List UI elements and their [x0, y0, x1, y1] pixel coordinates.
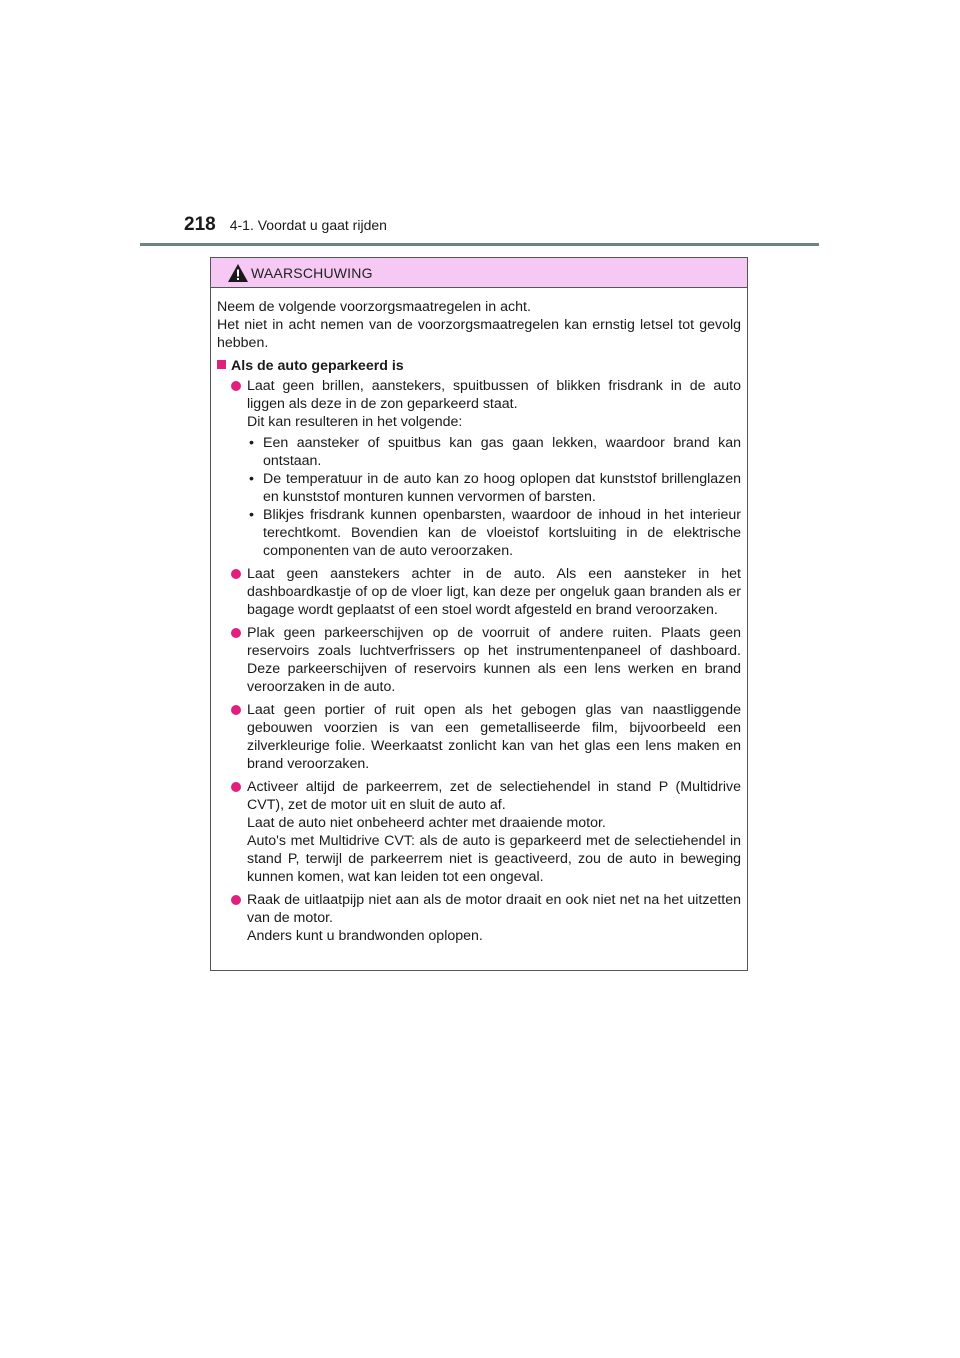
sub-list-item — [249, 434, 741, 470]
header-divider — [140, 243, 819, 246]
list-item — [217, 377, 741, 560]
sub-item-text: Een aansteker of spuitbus kan gas gaan lekken, waardoor brand kan ontstaan. — [263, 435, 741, 469]
list-item — [217, 624, 741, 696]
warning-body — [211, 288, 747, 945]
sub-item-text: De temperatuur in de auto kan zo hoog oplopen dat kunststof brillenglazen en kunststof monturen kunnen vervormen of barsten. — [263, 471, 741, 505]
page-header — [184, 214, 387, 244]
sub-item-text: Blikjes frisdrank kunnen openbarsten, waardoor de inhoud in het interieur terechtkomt. Bovendien kan de vloeistof kortsluiting in de elektrische componenten van de auto veroorzaken. — [263, 507, 741, 559]
bullet-dot-icon — [231, 628, 241, 638]
small-bullet-icon: • — [249, 507, 254, 523]
item-extra-2: Auto's met Multidrive CVT: als de auto is geparkeerd met de selectiehendel in stand P, terwijl de parkeerrem niet is geactiveerd, zou de auto in beweging kunnen komen, wat kan leiden tot een ongeval. — [247, 833, 741, 885]
warning-box — [210, 257, 748, 971]
item-text: Laat geen portier of ruit open als het gebogen glas van naastliggende gebouwen voorzien is van een gemetalliseerde film, bijvoorbeeld een zilverkleurige folie. Weerkaatst zonlicht kan van het glas een lens maken en brand veroorzaken. — [247, 702, 741, 772]
page-number: 218 — [184, 214, 216, 235]
intro-line-2: Het niet in acht nemen van de voorzorgsmaatregelen kan ernstig letsel tot gevolg hebben. — [217, 317, 741, 351]
bullet-dot-icon — [231, 381, 241, 391]
sub-list — [247, 434, 741, 560]
sub-list-item — [249, 470, 741, 506]
bullet-dot-icon — [231, 895, 241, 905]
small-bullet-icon: • — [249, 435, 254, 451]
warning-triangle-icon — [227, 263, 249, 283]
item-text: Laat geen brillen, aanstekers, spuitbussen of blikken frisdrank in de auto liggen als deze in de zon geparkeerd staat. — [247, 378, 741, 412]
warning-header — [211, 258, 747, 288]
bullet-dot-icon — [231, 569, 241, 579]
list-item — [217, 701, 741, 773]
square-bullet-icon — [217, 360, 226, 369]
bullet-dot-icon — [231, 782, 241, 792]
warning-label: WAARSCHUWING — [251, 264, 373, 281]
subheading — [217, 357, 741, 375]
sub-list-item — [249, 506, 741, 560]
item-text: Raak de uitlaatpijp niet aan als de motor draait en ook niet net na het uitzetten van de motor. — [247, 892, 741, 926]
item-extra: Laat de auto niet onbeheerd achter met draaiende motor. — [247, 815, 606, 831]
list-item — [217, 565, 741, 619]
section-title: 4-1. Voordat u gaat rijden — [229, 217, 387, 233]
bullet-dot-icon — [231, 705, 241, 715]
item-extra: Anders kunt u brandwonden oplopen. — [247, 928, 483, 944]
item-extra: Dit kan resulteren in het volgende: — [247, 414, 463, 430]
small-bullet-icon: • — [249, 471, 254, 487]
subheading-text: Als de auto geparkeerd is — [231, 358, 404, 374]
intro-line-1: Neem de volgende voorzorgsmaatregelen in acht. — [217, 299, 531, 315]
item-text: Activeer altijd de parkeerrem, zet de selectiehendel in stand P (Multidrive CVT), zet de motor uit en sluit de auto af. — [247, 779, 741, 813]
list-item — [217, 891, 741, 945]
list-item — [217, 778, 741, 886]
item-text: Plak geen parkeerschijven op de voorruit of andere ruiten. Plaats geen reservoirs zoals luchtverfrissers op het instrumentenpaneel of dashboard. Deze parkeerschijven of reservoirs kunnen als een lens werken en brand veroorzaken in de auto. — [247, 625, 741, 695]
item-text: Laat geen aanstekers achter in de auto. Als een aansteker in het dashboardkastje of op de vloer ligt, kan deze per ongeluk gaan branden als er bagage wordt geplaatst of een stoel wordt afgesteld en brand veroorzaken. — [247, 566, 741, 618]
